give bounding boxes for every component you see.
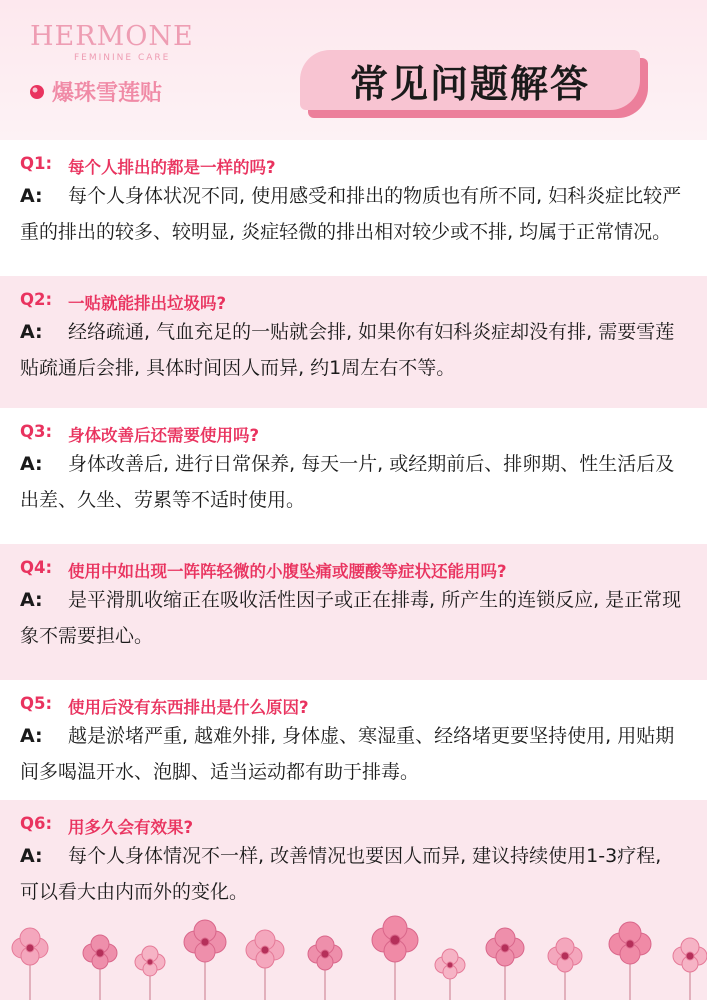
answer [20,582,707,654]
question-number: Q2: [20,290,53,309]
flower-icon [135,946,165,1000]
question-number: Q3: [20,422,53,441]
answer-text: 每个人身体情况不一样, 改善情况也要因人而异, 建议持续使用1-3疗程, 可以看大由内而外的变化。 [20,845,662,903]
faq-item-3 [0,408,707,544]
question-number: Q1: [20,154,53,173]
flower-icon [486,928,524,1000]
flower-icon [83,935,117,1000]
flower-icon [609,922,651,1000]
product-label: 爆珠雪莲贴 [52,81,163,106]
answer-text: 每个人身体状况不同, 使用感受和排出的物质也有所不同, 妇科炎症比较严重的排出的较多、较明显, 炎症轻微的排出相对较少或不排, 均属于正常情况。 [20,185,682,243]
product-name [28,76,162,107]
answer-label: A: [20,589,43,611]
faq-item-4 [0,544,707,680]
question-number: Q5: [20,694,53,713]
answer [20,178,707,250]
question-text: 用多久会有效果? [68,818,194,837]
flower-icon [12,928,48,1000]
question-number: Q6: [20,814,53,833]
question-text: 身体改善后还需要使用吗? [68,426,260,445]
question [20,140,707,178]
question [20,276,707,314]
header [0,0,707,140]
flower-icon [548,938,582,1000]
question-text: 使用后没有东西排出是什么原因? [68,698,309,717]
brand-tagline: FEMININE CARE [74,53,171,63]
flower-icon [308,936,342,1000]
flower-bud-icon [28,83,46,101]
answer-label: A: [20,185,43,207]
question [20,544,707,582]
flower-icon [246,930,284,1000]
question [20,800,707,838]
title-box [300,50,640,110]
answer [20,314,707,386]
answer-label: A: [20,845,43,867]
question-text: 每个人排出的都是一样的吗? [68,158,276,177]
question-text: 使用中如出现一阵阵轻微的小腹坠痛或腰酸等症状还能用吗? [68,562,507,581]
flower-icon [673,938,707,1000]
answer-label: A: [20,725,43,747]
flower-icon [184,920,226,1000]
answer-text: 身体改善后, 进行日常保养, 每天一片, 或经期前后、排卵期、性生活后及出差、久坐、劳累等不适时使用。 [20,453,675,511]
answer-label: A: [20,453,43,475]
answer [20,446,707,518]
brand-name: HERMONE [30,21,194,52]
faq-item-1 [0,140,707,276]
flower-border-decoration [0,910,707,1000]
page-title: 常见问题解答 [349,61,590,106]
faq-item-5 [0,680,707,800]
flower-icon [435,949,465,1000]
answer-text: 越是淤堵严重, 越难外排, 身体虚、寒湿重、经络堵更要坚持使用, 用贴期间多喝温开水、泡脚、适当运动都有助于排毒。 [20,725,675,783]
answer-text: 是平滑肌收缩正在吸收活性因子或正在排毒, 所产生的连锁反应, 是正常现象不需要担心。 [20,589,682,647]
answer [20,718,707,790]
faq-item-2 [0,276,707,408]
question-number: Q4: [20,558,53,577]
flower-icon [372,916,418,1000]
answer [20,838,707,910]
question [20,680,707,718]
answer-text: 经络疏通, 气血充足的一贴就会排, 如果你有妇科炎症却没有排, 需要雪莲贴疏通后会排, 具体时间因人而异, 约1周左右不等。 [20,321,675,379]
page-title-banner [300,50,650,118]
question-text: 一贴就能排出垃圾吗? [68,294,227,313]
question [20,408,707,446]
answer-label: A: [20,321,43,343]
brand-logo [30,22,194,63]
